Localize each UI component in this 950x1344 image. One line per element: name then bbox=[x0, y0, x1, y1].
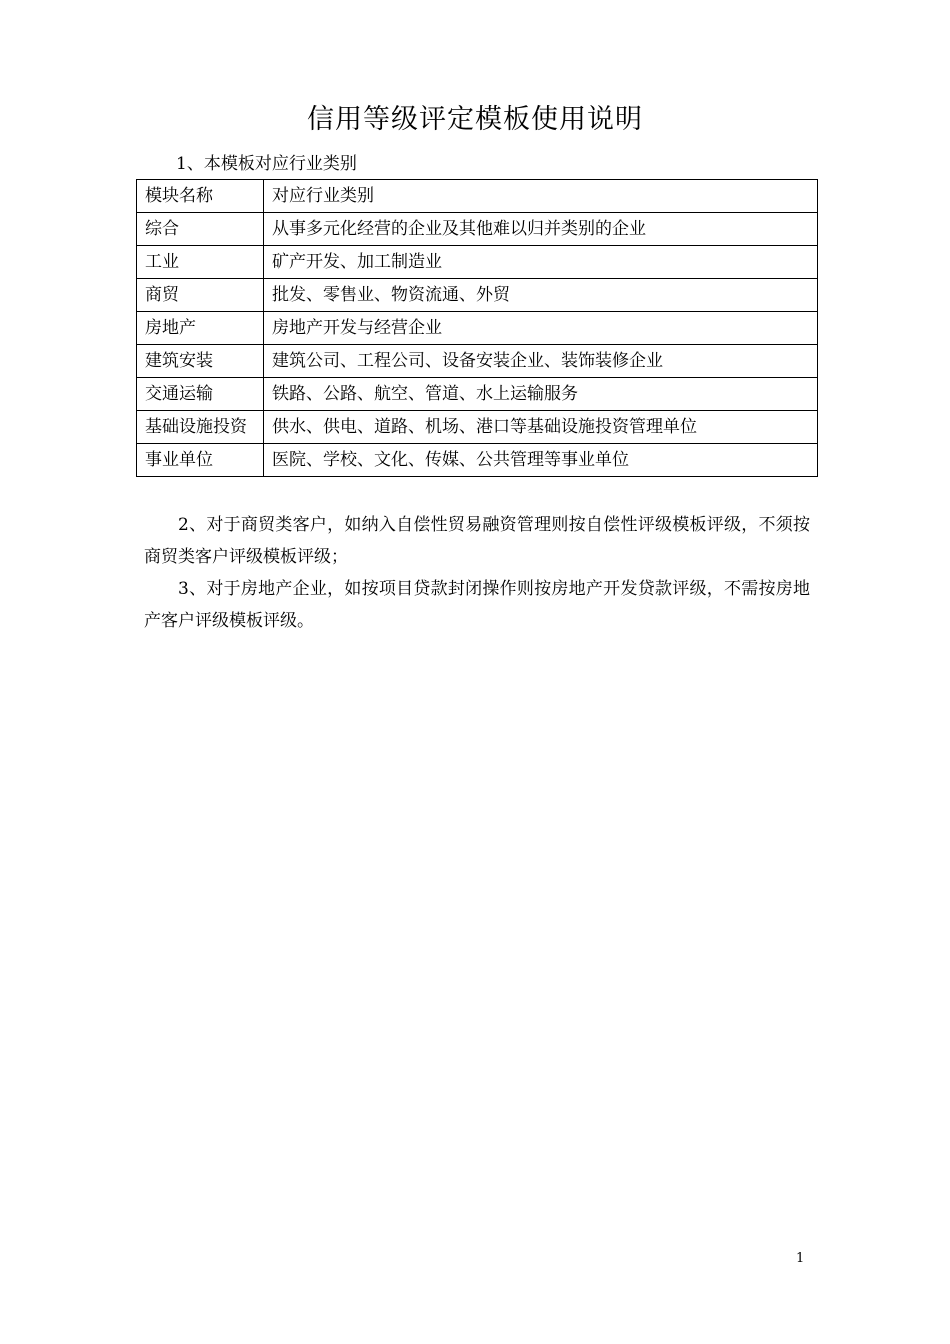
module-cell: 商贸 bbox=[137, 279, 264, 312]
module-cell: 基础设施投资 bbox=[137, 411, 264, 444]
module-cell: 交通运输 bbox=[137, 378, 264, 411]
industry-cell: 铁路、公路、航空、管道、水上运输服务 bbox=[264, 378, 818, 411]
header-industry-category: 对应行业类别 bbox=[264, 180, 818, 213]
table-row bbox=[137, 345, 818, 378]
section-heading: 1、本模板对应行业类别 bbox=[176, 154, 357, 174]
industry-category-table bbox=[136, 179, 818, 477]
industry-cell: 矿产开发、加工制造业 bbox=[264, 246, 818, 279]
paragraph-self-liquidating-trade: 2、对于商贸类客户，如纳入自偿性贸易融资管理则按自偿性评级模板评级，不须按商贸类客户评级模板评级； bbox=[144, 515, 810, 567]
table-row bbox=[137, 411, 818, 444]
table-row bbox=[137, 444, 818, 477]
industry-cell: 批发、零售业、物资流通、外贸 bbox=[264, 279, 818, 312]
table-row bbox=[137, 312, 818, 345]
table-row bbox=[137, 246, 818, 279]
industry-cell: 从事多元化经营的企业及其他难以归并类别的企业 bbox=[264, 213, 818, 246]
page-number: 1 bbox=[796, 1251, 805, 1266]
module-cell: 综合 bbox=[137, 213, 264, 246]
industry-cell: 房地产开发与经营企业 bbox=[264, 312, 818, 345]
module-cell: 建筑安装 bbox=[137, 345, 264, 378]
table-row bbox=[137, 279, 818, 312]
table-header-row bbox=[137, 180, 818, 213]
industry-cell: 医院、学校、文化、传媒、公共管理等事业单位 bbox=[264, 444, 818, 477]
module-cell: 房地产 bbox=[137, 312, 264, 345]
module-cell: 工业 bbox=[137, 246, 264, 279]
table-row bbox=[137, 213, 818, 246]
page-title: 信用等级评定模板使用说明 bbox=[307, 104, 643, 135]
header-module-name: 模块名称 bbox=[137, 180, 264, 213]
paragraph-real-estate-loan: 3、对于房地产企业，如按项目贷款封闭操作则按房地产开发贷款评级，不需按房地产客户评级模板评级。 bbox=[144, 579, 810, 631]
industry-cell: 供水、供电、道路、机场、港口等基础设施投资管理单位 bbox=[264, 411, 818, 444]
module-cell: 事业单位 bbox=[137, 444, 264, 477]
industry-cell: 建筑公司、工程公司、设备安装企业、装饰装修企业 bbox=[264, 345, 818, 378]
table-row bbox=[137, 378, 818, 411]
